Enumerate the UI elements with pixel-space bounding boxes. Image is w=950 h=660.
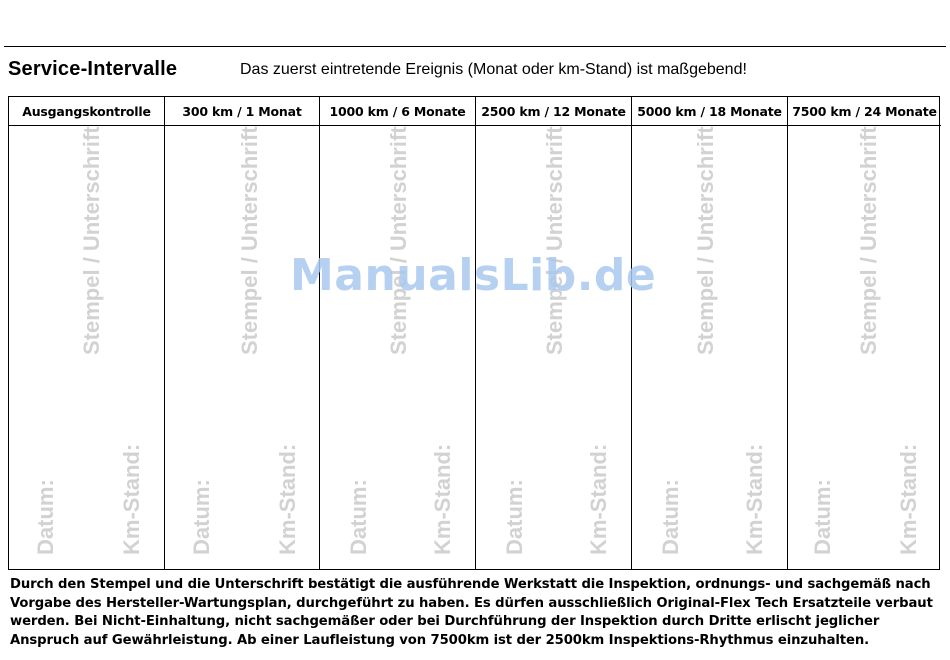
interval-column [476, 97, 632, 569]
column-header: 5000 km / 18 Monate [632, 97, 787, 126]
page-subtitle: Das zuerst eintretende Ereignis (Monat oder km-Stand) ist maßgebend! [240, 61, 747, 78]
interval-column [165, 97, 320, 569]
km-label: Km-Stand: [430, 443, 455, 555]
column-header: 1000 km / 6 Monate [320, 97, 475, 126]
footer-line: werden. Bei Nicht-Einhaltung, nicht sachgemäßer oder bei Durchführung der Inspektion durch Dritte erlischt jeglicher [10, 614, 880, 629]
interval-column [320, 97, 476, 569]
km-label: Km-Stand: [275, 443, 300, 555]
stamp-signature-label: Stempel / Unterschrift [79, 126, 104, 355]
footer-text [10, 576, 940, 650]
interval-column [9, 97, 165, 569]
km-label: Km-Stand: [586, 443, 611, 555]
watermark: ManualsLib.de [290, 250, 657, 301]
page-title: Service-Intervalle [8, 58, 178, 80]
interval-column [632, 97, 788, 569]
column-header: 2500 km / 12 Monate [476, 97, 631, 126]
top-rule [4, 46, 946, 47]
footer-line: Durch den Stempel und die Unterschrift bestätigt die ausführende Werkstatt die Inspektion, ordnungs- und sachgemäß nach [10, 577, 931, 592]
stamp-signature-label: Stempel / Unterschrift [386, 126, 411, 355]
date-label: Datum: [346, 479, 371, 555]
date-label: Datum: [658, 479, 683, 555]
date-label: Datum: [189, 479, 214, 555]
stamp-signature-label: Stempel / Unterschrift [237, 126, 262, 355]
date-label: Datum: [33, 479, 58, 555]
km-label: Km-Stand: [742, 443, 767, 555]
service-interval-table [8, 96, 940, 570]
page-header [8, 58, 938, 84]
date-label: Datum: [810, 479, 835, 555]
footer-line: Anspruch auf Gewährleistung. Ab einer Laufleistung von 7500km ist der 2500km Inspektions-Rhythmus einzuhalten. [10, 632, 870, 648]
column-header: 7500 km / 24 Monate [788, 97, 941, 126]
column-header: 300 km / 1 Monat [165, 97, 319, 126]
interval-column [788, 97, 941, 569]
footer-line: Vorgabe des Hersteller-Wartungsplan, durchgeführt zu haben. Es dürfen ausschließlich Original-Flex Tech Ersatzteile verbaut [10, 595, 933, 611]
km-label: Km-Stand: [119, 443, 144, 555]
stamp-signature-label: Stempel / Unterschrift [542, 126, 567, 355]
stamp-signature-label: Stempel / Unterschrift [693, 126, 718, 355]
date-label: Datum: [502, 479, 527, 555]
stamp-signature-label: Stempel / Unterschrift [856, 126, 881, 355]
km-label: Km-Stand: [896, 443, 921, 555]
column-header: Ausgangskontrolle [9, 97, 164, 126]
